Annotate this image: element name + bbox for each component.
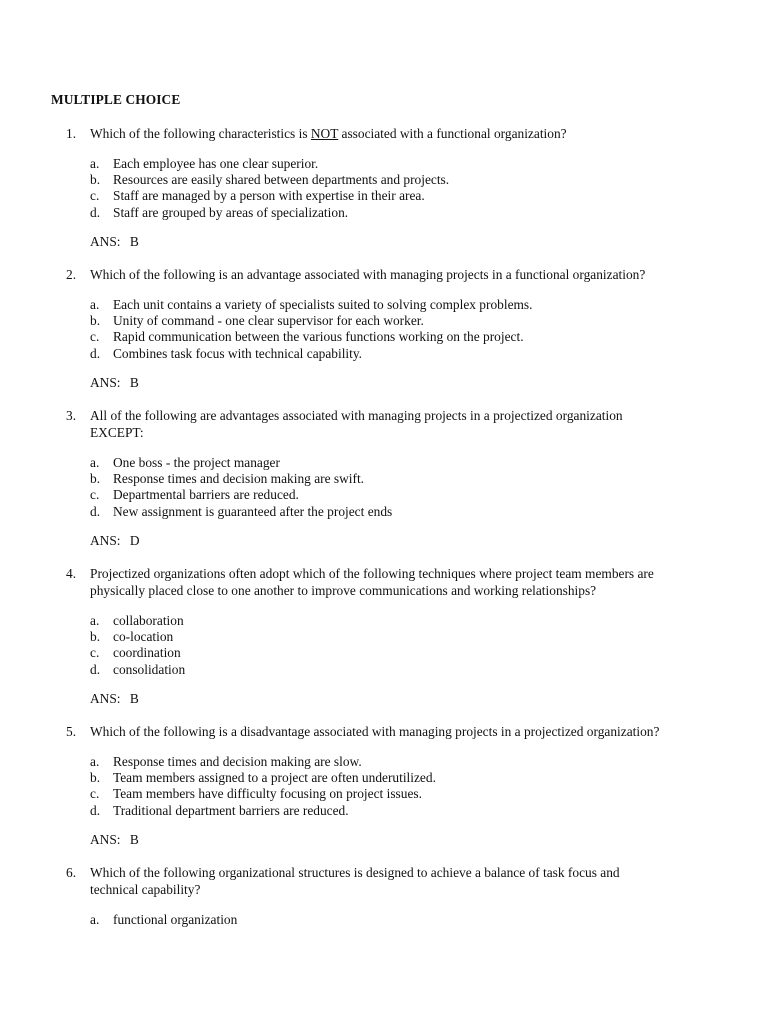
question-text: Which of the following is an advantage associated with managing projects in a functional organization? (90, 267, 646, 282)
option-item (90, 329, 706, 345)
option-text: Team members assigned to a project are often underutilized. (113, 770, 436, 786)
option-letter: b. (90, 313, 101, 329)
question-text: Which of the following characteristics is NOT associated with a functional organization? (90, 126, 567, 141)
question-text-line-1: Projectized organizations often adopt which of the following techniques where project team members are (90, 566, 654, 581)
question-text-line-1: Which of the following organizational structures is designed to achieve a balance of task focus and (90, 865, 620, 880)
answer-label: ANS: (90, 831, 121, 847)
answer-value: B (129, 374, 139, 390)
option-item (90, 629, 706, 645)
option-text: Resources are easily shared between departments and projects. (113, 172, 450, 188)
question-stem (66, 565, 706, 599)
option-item (90, 613, 706, 629)
option-item (90, 645, 706, 661)
option-item (90, 172, 706, 188)
option-item (90, 912, 706, 928)
option-text: Response times and decision making are slow. (113, 754, 362, 769)
option-item (90, 487, 706, 503)
option-letter: d. (90, 204, 101, 220)
answer-line (90, 831, 706, 848)
option-item (90, 471, 706, 487)
question-3 (66, 407, 706, 549)
option-letter: b. (90, 770, 101, 786)
option-item (90, 346, 706, 362)
answer-label: ANS: (90, 532, 121, 548)
question-number: 6. (66, 865, 77, 880)
answer-label: ANS: (90, 374, 121, 390)
question-5 (66, 723, 706, 848)
option-text: One boss - the project manager (113, 455, 280, 470)
question-stem (66, 723, 706, 740)
option-item (90, 662, 706, 678)
option-letter: c. (90, 786, 100, 802)
question-stem (66, 864, 706, 898)
option-letter: d. (90, 661, 101, 677)
option-list (90, 297, 706, 362)
option-letter: c. (90, 188, 100, 204)
option-letter: d. (90, 503, 101, 519)
question-text-line-2: EXCEPT: (90, 425, 144, 440)
option-letter: a. (90, 156, 100, 171)
option-list (90, 156, 706, 221)
option-text: Unity of command - one clear supervisor for each worker. (113, 313, 424, 329)
option-text: collaboration (113, 613, 184, 628)
option-text: Staff are grouped by areas of specialization. (113, 204, 349, 220)
option-text: Team members have difficulty focusing on project issues. (113, 786, 422, 802)
answer-line (90, 690, 706, 707)
option-list (90, 455, 706, 520)
option-letter: b. (90, 471, 101, 487)
question-text-line-2: physically placed close to one another to improve communications and working relationships? (90, 583, 597, 598)
question-stem (66, 125, 706, 142)
option-item (90, 504, 706, 520)
option-list (90, 912, 706, 928)
question-6 (66, 864, 706, 928)
option-item (90, 156, 706, 172)
option-text: Departmental barriers are reduced. (113, 487, 299, 503)
option-letter: c. (90, 645, 100, 661)
option-item (90, 455, 706, 471)
option-text: functional organization (113, 912, 238, 927)
question-text-line-1: All of the following are advantages associated with managing projects in a projectized organization (90, 408, 623, 423)
option-list (90, 754, 706, 819)
question-1 (66, 125, 706, 250)
question-number: 4. (66, 566, 77, 581)
option-text: Response times and decision making are swift. (113, 471, 365, 487)
option-letter: d. (90, 345, 101, 361)
option-letter: a. (90, 754, 100, 769)
question-number: 5. (66, 724, 77, 739)
option-item (90, 754, 706, 770)
answer-value: D (129, 532, 140, 548)
option-text: Each unit contains a variety of specialists suited to solving complex problems. (113, 297, 533, 312)
option-letter: a. (90, 912, 100, 927)
option-list (90, 613, 706, 678)
option-text: consolidation (113, 661, 186, 677)
question-4 (66, 565, 706, 707)
question-text: Which of the following is a disadvantage associated with managing projects in a projectized organization? (90, 724, 660, 739)
option-item (90, 188, 706, 204)
option-item (90, 313, 706, 329)
answer-line (90, 532, 706, 549)
section-title: MULTIPLE CHOICE (51, 92, 181, 107)
option-text: Each employee has one clear superior. (113, 156, 319, 171)
option-text: co-location (113, 629, 174, 645)
option-item (90, 786, 706, 802)
answer-value: B (129, 831, 139, 847)
question-number: 1. (66, 126, 77, 141)
answer-label: ANS: (90, 690, 121, 706)
option-item (90, 205, 706, 221)
question-stem (66, 266, 706, 283)
answer-value: B (129, 690, 139, 706)
option-text: Combines task focus with technical capability. (113, 345, 363, 361)
option-item (90, 297, 706, 313)
option-text: Rapid communication between the various functions working on the project. (113, 329, 524, 345)
option-letter: b. (90, 172, 101, 188)
question-2 (66, 266, 706, 391)
option-letter: a. (90, 613, 100, 628)
question-text-line-2: technical capability? (90, 882, 201, 897)
option-item (90, 803, 706, 819)
option-letter: c. (90, 487, 100, 503)
question-number: 3. (66, 408, 77, 423)
answer-label: ANS: (90, 233, 121, 249)
emphasis-not: NOT (310, 126, 339, 141)
option-letter: a. (90, 297, 100, 312)
option-item (90, 770, 706, 786)
answer-value: B (129, 233, 139, 249)
answer-line (90, 374, 706, 391)
option-text: coordination (113, 645, 181, 661)
option-letter: c. (90, 329, 100, 345)
option-letter: d. (90, 802, 101, 818)
option-letter: a. (90, 455, 100, 470)
question-number: 2. (66, 267, 77, 282)
answer-line (90, 233, 706, 250)
question-stem (66, 407, 706, 441)
option-text: Staff are managed by a person with expertise in their area. (113, 188, 425, 204)
option-text: New assignment is guaranteed after the project ends (113, 503, 393, 519)
option-letter: b. (90, 629, 101, 645)
option-text: Traditional department barriers are reduced. (113, 802, 349, 818)
